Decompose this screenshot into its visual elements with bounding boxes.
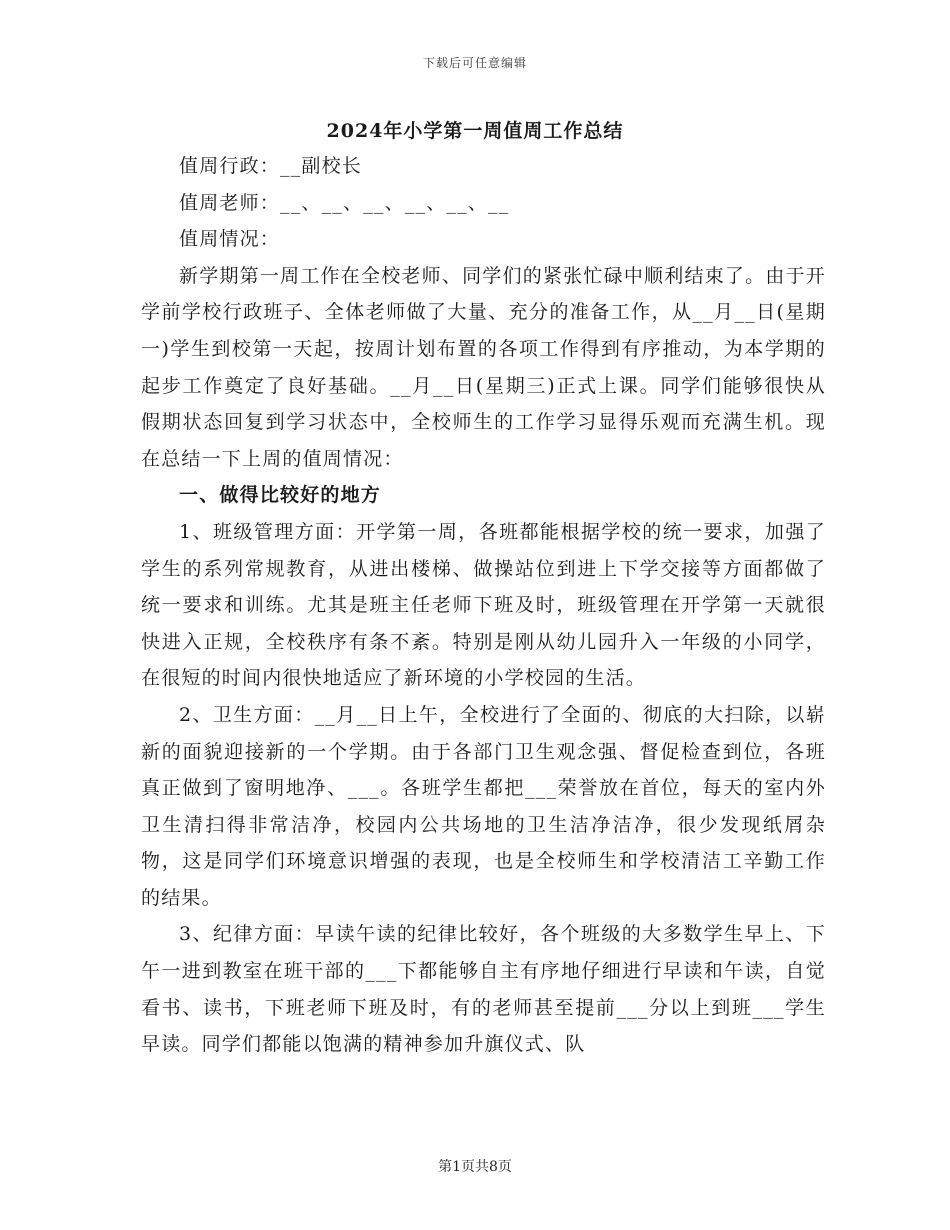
duty-teachers-line: 值周老师：__、__、__、__、__、__	[179, 191, 510, 214]
duty-status-label: 值周情况：	[179, 228, 281, 251]
page-header: 下载后可任意编辑	[422, 56, 527, 70]
paragraph-discipline: 3、纪律方面：早读午读的纪律比较好，各个班级的大多数学生早上、下午一进到教室在班干部的___下都能够自主有序地仔细进行早读和午读，自觉看书、读书，下班老师下班及时，有的老师甚至提前___分以上到班___学生早读。同学们都能以饱满的精神参加升旗仪式、队	[141, 923, 826, 1056]
intro-paragraph: 新学期第一周工作在全校老师、同学们的紧张忙碌中顺利结束了。由于开学前学校行政班子、全体老师做了大量、充分的准备工作，从__月__日(星期一)学生到校第一天起，按周计划布置的各项工作得到有序推动，为本学期的起步工作奠定了良好基础。__月__日(星期三)正式上课。同学们能够很快从假期状态回复到学习状态中，全校师生的工作学习显得乐观而充满生机。现在总结一下上周的值周情况：	[141, 264, 826, 470]
section-heading-good-points: 一、做得比较好的地方	[179, 484, 382, 507]
paragraph-hygiene: 2、卫生方面：__月__日上午，全校进行了全面的、彻底的大扫除，以崭新的面貌迎接新的一个学期。由于各部门卫生观念强、督促检查到位，各班真正做到了窗明地净、___。各班学生都把___荣誉放在首位，每天的室内外卫生清扫得非常洁净，校园内公共场地的卫生洁净洁净，很少发现纸屑杂物，这是同学们环境意识增强的表现，也是全校师生和学校清洁工辛勤工作的结果。	[141, 703, 826, 909]
paragraph-class-management: 1、班级管理方面：开学第一周，各班都能根据学校的统一要求，加强了学生的系列常规教育，从进出楼梯、做操站位到进上下学交接等方面都做了统一要求和训练。尤其是班主任老师下班及时，班级管理在开学第一天就很快进入正规，全校秩序有条不紊。特别是刚从幼儿园升入一年级的小同学，在很短的时间内很快地适应了新环境的小学校园的生活。	[141, 520, 826, 690]
document-title: 2024年小学第一周值周工作总结	[326, 120, 624, 142]
duty-admin-line: 值周行政：__副校长	[179, 155, 363, 177]
document-body	[141, 148, 826, 1063]
page-footer: 第1页共8页	[438, 1159, 512, 1175]
